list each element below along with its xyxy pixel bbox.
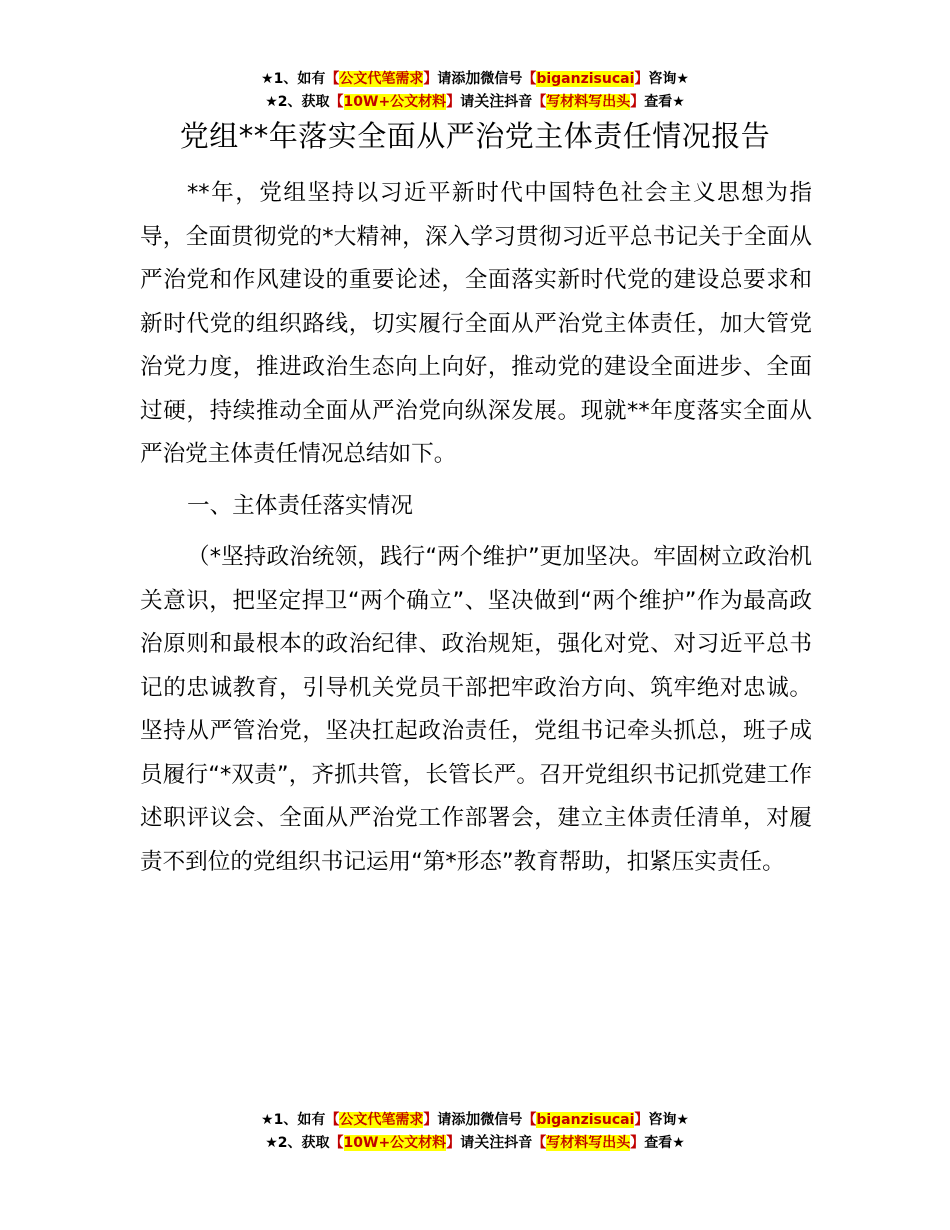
paragraph-section-1: （*坚持政治统领，践行“两个维护”更加坚决。牢固树立政治机关意识，把坚定捍卫“两个确立”、坚决做到“两个维护”作为最高政治原则和最根本的政治纪律、政治规矩，强化对党、对习近平总书记的忠诚教育，引导机关党员干部把牢政治方向、筑牢绝对忠诚。坚持从严管治党，坚决扛起政治责任，党组书记牵头抓总，班子成员履行“*双责”，齐抓共管，长管长严。召开党组织书记抓党建工作述职评议会、全面从严治党工作部署会，建立主体责任清单，对履责不到位的党组织书记运用“第*形态”教育帮助，扣紧压实责任。 [140,544,812,875]
highlight-ghostwriting: 公文代笔需求 [339,71,424,87]
bracket: 】 [630,94,645,110]
banner-text: 关注 [474,1133,505,1151]
banner-text: 微信号 [480,71,523,87]
bracket: 【 [522,71,537,87]
banner-text: 查看★ [644,1135,685,1151]
highlight-douyin-account: 写材料写出头 [546,94,631,110]
section-heading: 一、主体责任落实情况 [187,492,413,519]
highlight-materials: 10W+公文材料 [343,94,447,110]
banner-text: ★2、获取 [265,1135,330,1151]
bracket: 【 [329,1135,344,1151]
bracket: 【 [532,1135,547,1151]
highlight-wechat-id: biganzisucai [536,1112,635,1128]
banner-text: 请添 [437,71,466,87]
banner-text: ★1、如有 [261,71,326,87]
document-body [140,172,812,884]
paragraph-intro: **年，党组坚持以习近平新时代中国特色社会主义思想为指导，全面贯彻党的*大精神，深入学习贯彻习近平总书记关于全面从严治党和作风建设的重要论述，全面落实新时代党的建设总要求和新时代党的组织路线，切实履行全面从严治党主体责任，加大管党治党力度，推进政治生态向上向好，推动党的建设全面进步、全面过硬，持续推动全面从严治党向纵深发展。现就**年度落实全面从严治党主体责任情况总结如下。 [140,180,812,467]
banner-text: 加 [465,1110,481,1128]
banner-text: ★1、如有 [261,1112,326,1128]
banner-text: 请 [460,94,475,110]
highlight-douyin-account: 写材料写出头 [546,1135,631,1151]
bracket: 【 [325,71,340,87]
bracket: 】 [630,1135,645,1151]
banner-text: 咨询★ [648,1112,689,1128]
bracket: 【 [325,1112,340,1128]
bracket: 【 [532,94,547,110]
bracket: 】 [423,1112,438,1128]
highlight-ghostwriting: 公文代笔需求 [339,1112,424,1128]
top-banner [0,67,950,113]
banner-text: 请 [460,1135,475,1151]
banner-line-1 [0,67,950,90]
banner-text: 加 [465,69,481,87]
document-title: 党组**年落实全面从严治党主体责任情况报告 [179,119,771,153]
banner-text: 请添 [437,1112,466,1128]
highlight-wechat-id: biganzisucai [536,71,635,87]
banner-text: 关注 [474,92,505,110]
banner-text: 抖音 [504,1135,533,1151]
bracket: 】 [634,71,649,87]
banner-line-2 [0,90,950,113]
bracket: 】 [634,1112,649,1128]
banner-text: 咨询★ [648,71,689,87]
banner-text: ★2、获取 [265,94,330,110]
bracket: 】 [446,1135,461,1151]
bracket: 】 [423,71,438,87]
bracket: 】 [446,94,461,110]
banner-text: 查看★ [644,94,685,110]
bracket: 【 [522,1112,537,1128]
highlight-materials: 10W+公文材料 [343,1135,447,1151]
bracket: 【 [329,94,344,110]
banner-line-2 [0,1131,950,1154]
banner-text: 微信号 [480,1112,523,1128]
banner-line-1 [0,1108,950,1131]
banner-text: 抖音 [504,94,533,110]
bottom-banner [0,1108,950,1154]
